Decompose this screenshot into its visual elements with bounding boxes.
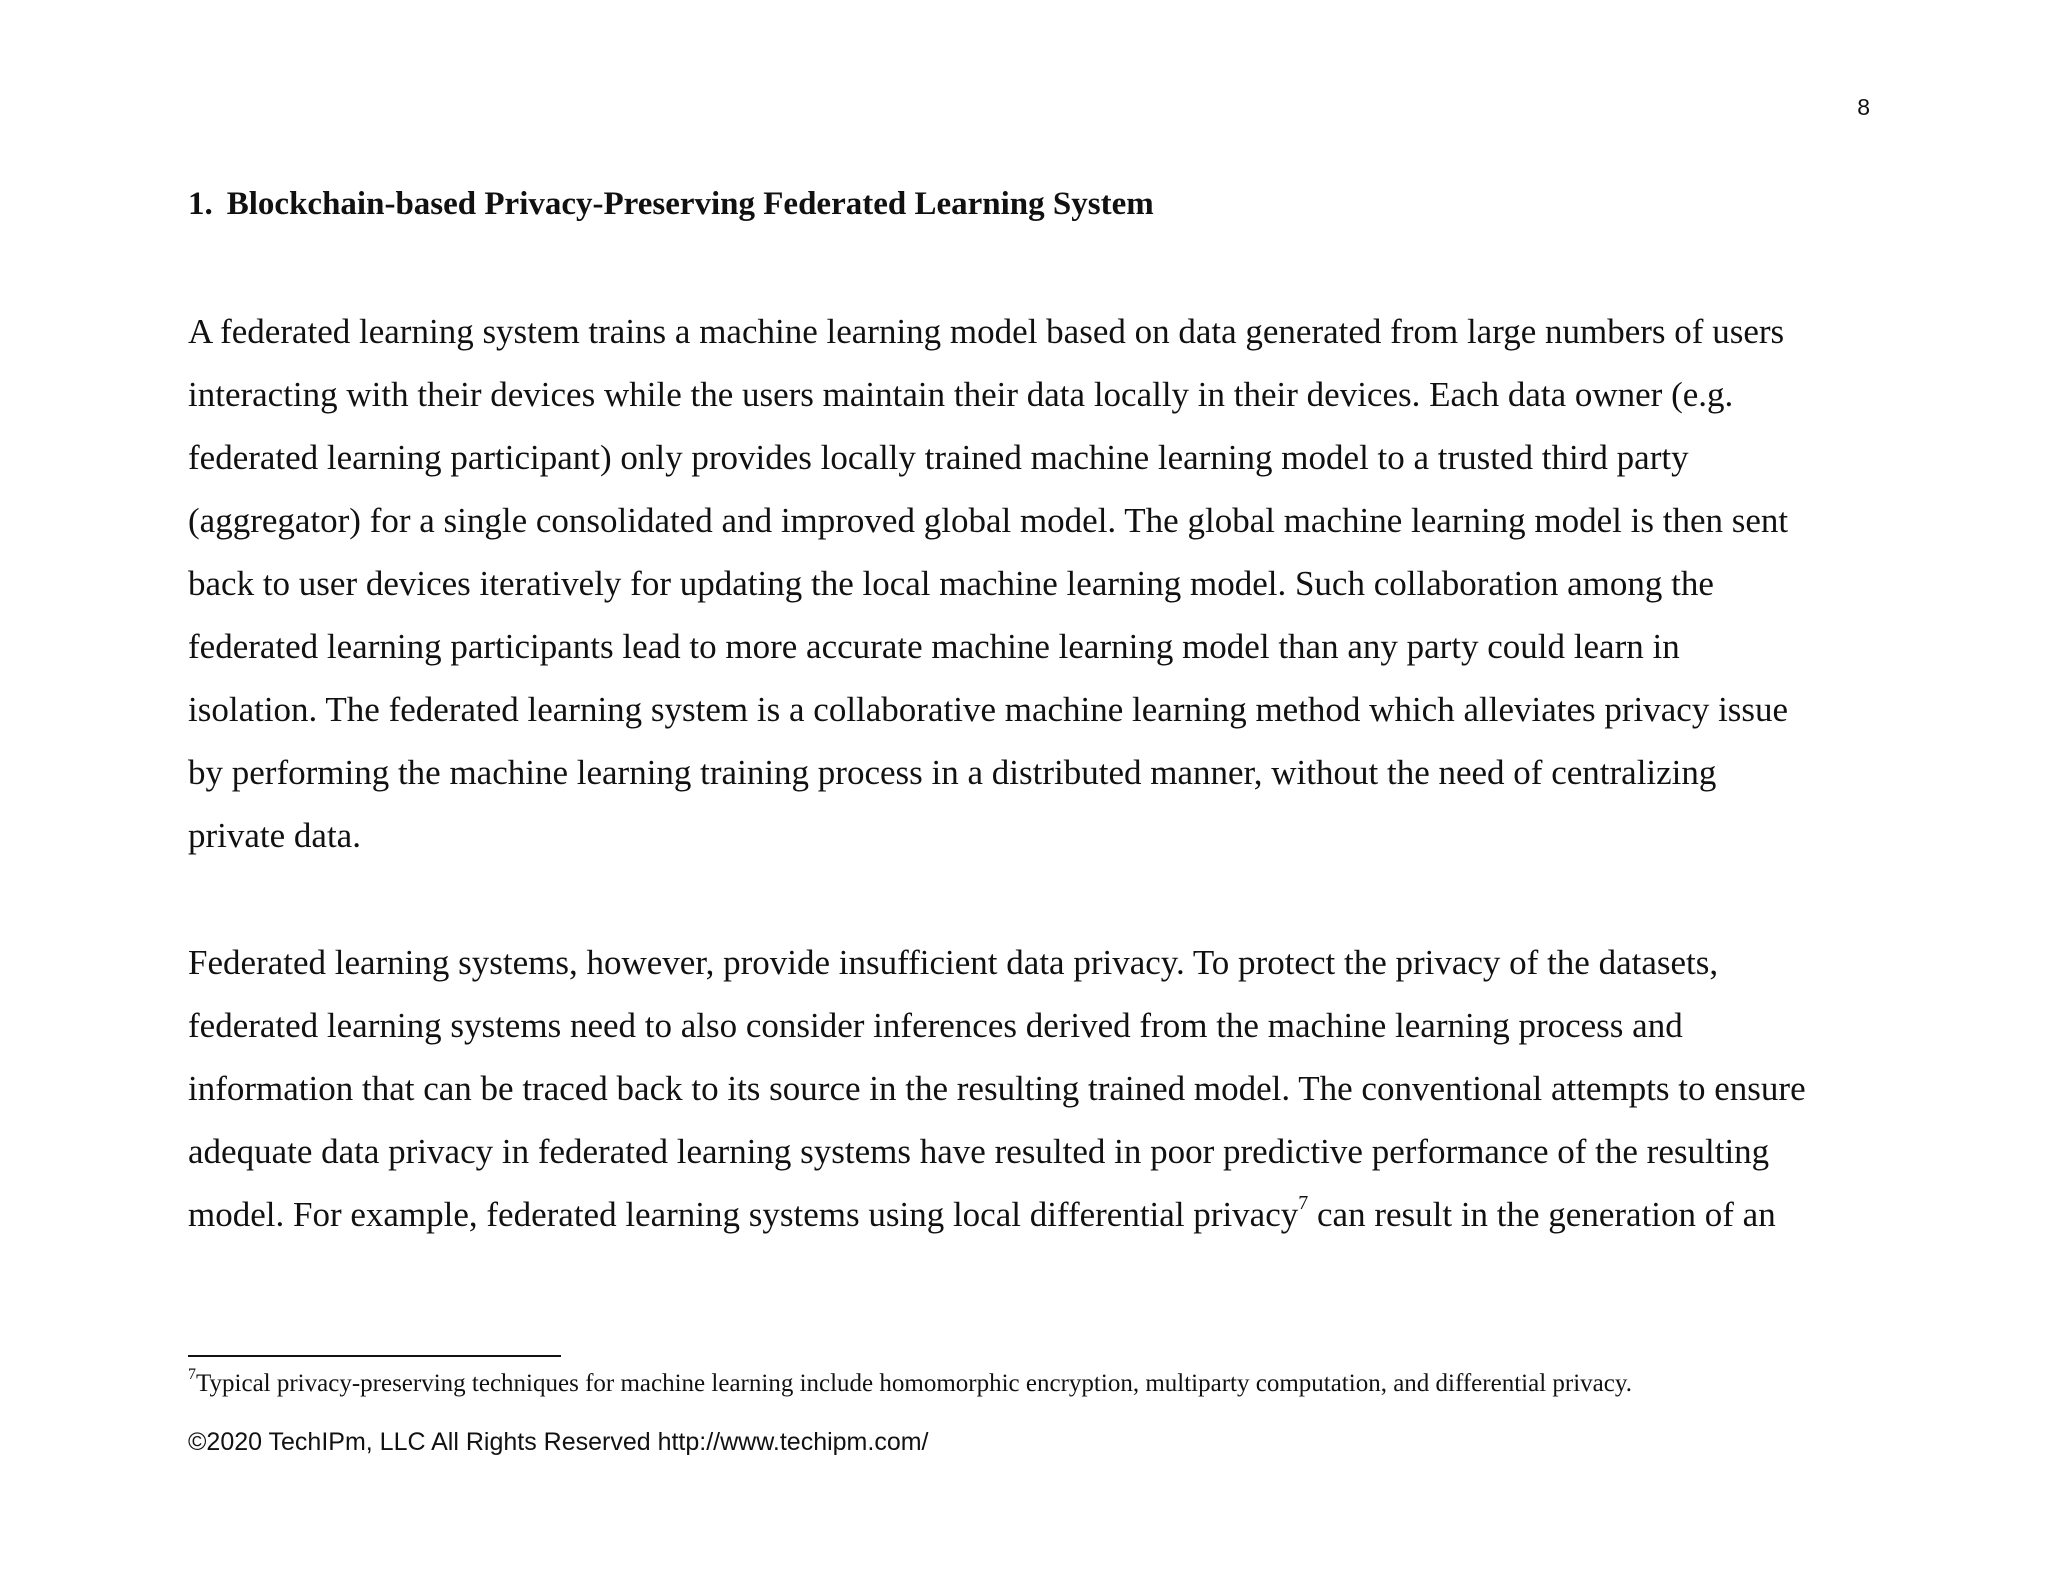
paragraph-line: federated learning participant) only provides locally trained machine learning model to a trusted third party	[188, 438, 1689, 477]
footnote-reference[interactable]: 7	[1298, 1192, 1309, 1215]
paragraph-line: interacting with their devices while the users maintain their data locally in their devices. Each data owner (e.g.	[188, 375, 1734, 414]
section-heading	[188, 186, 1154, 223]
paragraph-line: (aggregator) for a single consolidated and improved global model. The global machine learning model is then sent	[188, 501, 1789, 540]
paragraph-line: private data.	[188, 816, 361, 855]
paragraph-line: federated learning participants lead to more accurate machine learning model than any party could learn in	[188, 627, 1680, 666]
page-number: 8	[1857, 94, 1870, 120]
paragraph-line: by performing the machine learning training process in a distributed manner, without the need of centralizing	[188, 753, 1717, 792]
paragraph-line: A federated learning system trains a machine learning model based on data generated from large numbers of users	[188, 312, 1785, 351]
section-title: Blockchain-based Privacy-Preserving Federated Learning System	[226, 186, 1154, 222]
paragraph-line: adequate data privacy in federated learning systems have resulted in poor predictive performance of the resulting	[188, 1132, 1770, 1171]
paragraph-text: can result in the generation of an	[1308, 1195, 1776, 1234]
paragraph-line: Federated learning systems, however, provide insufficient data privacy. To protect the privacy of the datasets,	[188, 943, 1719, 982]
paragraph-2	[188, 931, 1888, 1246]
footnote	[188, 1366, 1632, 1402]
paragraph-line: federated learning systems need to also consider inferences derived from the machine learning process and	[188, 1006, 1683, 1045]
paragraph-1	[188, 300, 1888, 867]
copyright-footer: ©2020 TechIPm, LLC All Rights Reserved http://www.techipm.com/	[188, 1428, 929, 1456]
paragraph-line: back to user devices iteratively for updating the local machine learning model. Such collaboration among the	[188, 564, 1714, 603]
footnote-text: Typical privacy-preserving techniques for machine learning include homomorphic encryption, multiparty computation, and differential privacy.	[196, 1370, 1632, 1397]
paragraph-text: model. For example, federated learning systems using local differential privacy	[188, 1195, 1299, 1234]
section-number: 1.	[188, 186, 213, 222]
footnote-separator	[188, 1355, 561, 1357]
footnote-mark: 7	[188, 1365, 196, 1383]
paragraph-line: information that can be traced back to its source in the resulting trained model. The conventional attempts to ensure	[188, 1069, 1806, 1108]
paragraph-line	[188, 1183, 1888, 1246]
paragraph-line: isolation. The federated learning system is a collaborative machine learning method which alleviates privacy issue	[188, 690, 1789, 729]
